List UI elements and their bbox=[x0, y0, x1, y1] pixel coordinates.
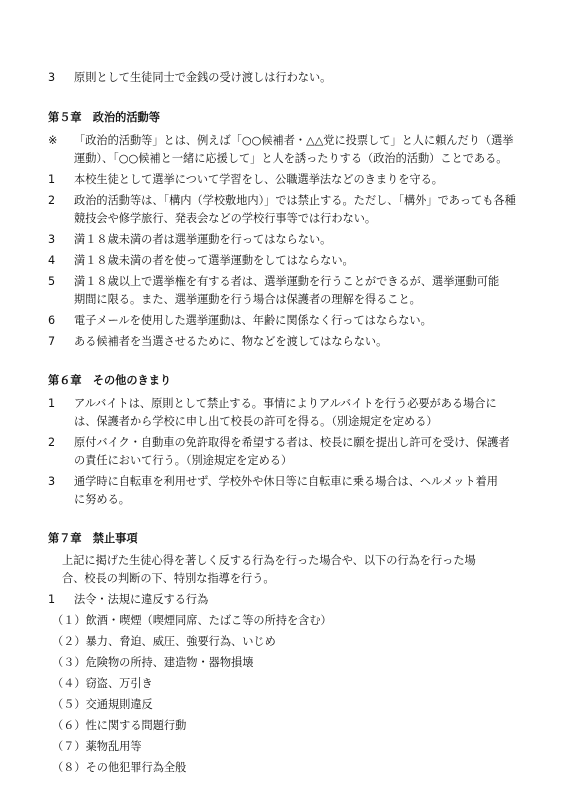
item-text: 電子メールを使用した選挙運動は、年齢に関係なく行ってはならない。 bbox=[74, 314, 432, 327]
intro-line: 上記に掲げた生徒心得を著しく反する行為を行った場合や、以下の行為を行った場 bbox=[62, 554, 476, 567]
item-text: 満１８歳未満の者を使って選挙運動をしてはならない。 bbox=[74, 254, 354, 267]
sub-list-item: （１）飲酒・喫煙（喫煙同席、たばこ等の所持を含む） bbox=[52, 614, 332, 627]
item-number: 1 bbox=[48, 397, 56, 410]
item-text-continued: 競技会や修学旅行、発表会などの学校行事等では行わない。 bbox=[74, 212, 377, 225]
sub-list-item: （６）性に関する問題行動 bbox=[52, 719, 187, 732]
item-text: 原則として生徒同士で金銭の受け渡しは行わない。 bbox=[74, 71, 332, 84]
item-text: 満１８歳以上で選挙権を有する者は、選挙運動を行うことができるが、選挙運動可能 bbox=[74, 275, 500, 288]
item-number: 3 bbox=[48, 475, 56, 488]
list-item bbox=[48, 274, 499, 289]
note-line: 運動）、「○○候補と一緒に応援して」と人を誘ったりする（政治的活動）ことである。 bbox=[74, 152, 508, 165]
item-text: 政治的活動等は、「構内（学校敷地内）」では禁止する。ただし、「構外」であっても各種 bbox=[74, 194, 516, 207]
sub-list-item: （８）その他犯罪行為全般 bbox=[52, 761, 187, 774]
sub-list-item: （２）暴力、脅迫、威圧、強要行為、いじめ bbox=[52, 635, 276, 648]
list-item bbox=[48, 396, 497, 411]
chapter-6-title: 第６章 その他のきまり bbox=[48, 374, 172, 387]
item-number: 2 bbox=[48, 436, 56, 449]
sub-list-item: （７）薬物乱用等 bbox=[52, 740, 142, 753]
list-item bbox=[48, 253, 354, 268]
list-item bbox=[48, 474, 498, 489]
list-item bbox=[48, 193, 516, 208]
sub-list-item: （４）窃盗、万引き bbox=[52, 677, 153, 690]
note-mark: ※ bbox=[48, 134, 58, 147]
item-number: 7 bbox=[48, 335, 56, 348]
item-number: 5 bbox=[48, 275, 56, 288]
list-item bbox=[48, 435, 510, 450]
chapter-7-title: 第７章 禁止事項 bbox=[48, 532, 138, 545]
list-item bbox=[48, 172, 443, 187]
list-item bbox=[48, 70, 331, 85]
chapter-5-title: 第５章 政治的活動等 bbox=[48, 111, 160, 124]
sub-list-item: （３）危険物の所持、建造物・器物損壊 bbox=[52, 656, 254, 669]
list-item bbox=[48, 592, 208, 607]
item-number: 3 bbox=[48, 233, 56, 246]
item-text: ある候補者を当選させるために、物などを渡してはならない。 bbox=[74, 335, 388, 348]
item-text-continued: に努める。 bbox=[74, 493, 130, 506]
item-text: 通学時に自転車を利用せず、学校外や休日等に自転車に乗る場合は、ヘルメット着用 bbox=[74, 475, 498, 488]
item-text-continued: は、保護者から学校に申し出て校長の許可を得る。（別途規定を定める） bbox=[74, 415, 438, 428]
item-text-continued: 期間に限る。また、選挙運動を行う場合は保護者の理解を得ること。 bbox=[74, 293, 421, 306]
item-text-continued: の責任において行う。（別途規定を定める） bbox=[74, 454, 293, 467]
item-text: 本校生徒として選挙について学習をし、公職選挙法などのきまりを守る。 bbox=[74, 173, 443, 186]
item-text: 原付バイク・自動車の免許取得を希望する者は、校長に願を提出し許可を受け、保護者 bbox=[74, 436, 510, 449]
item-number: 2 bbox=[48, 194, 56, 207]
item-text: 法令・法規に違反する行為 bbox=[74, 593, 209, 606]
list-item bbox=[48, 313, 432, 328]
intro-line: 合、校長の判断の下、特別な指導を行う。 bbox=[62, 572, 275, 585]
list-item bbox=[48, 334, 387, 349]
sub-list-item: （５）交通規則違反 bbox=[52, 698, 153, 711]
item-number: 6 bbox=[48, 314, 56, 327]
note-line: 「政治的活動等」とは、例えば「○○候補者・△△党に投票して」と人に頼んだり（選挙 bbox=[74, 134, 514, 147]
list-item bbox=[48, 232, 331, 247]
item-number: 4 bbox=[48, 254, 56, 267]
item-number: 1 bbox=[48, 593, 56, 606]
item-number: 3 bbox=[48, 71, 56, 84]
item-text: アルバイトは、原則として禁止する。事情によりアルバイトを行う必要がある場合に bbox=[74, 397, 497, 410]
item-number: 1 bbox=[48, 173, 56, 186]
item-text: 満１８歳未満の者は選挙運動を行ってはならない。 bbox=[74, 233, 332, 246]
